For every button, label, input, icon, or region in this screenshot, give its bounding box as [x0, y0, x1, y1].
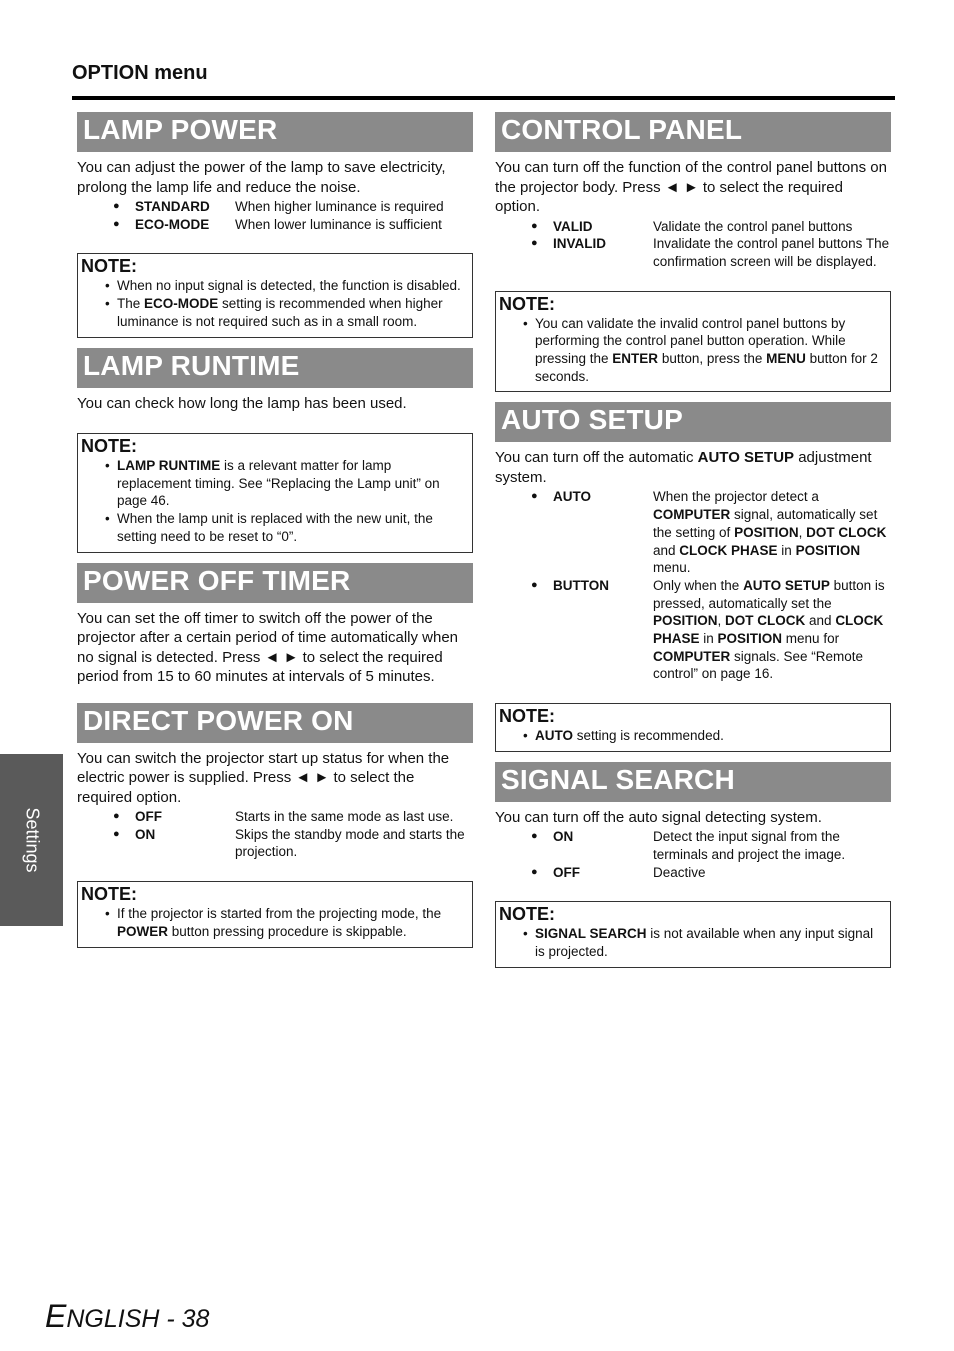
- option-item: [495, 577, 891, 683]
- option-desc: When lower luminance is sufficient: [235, 216, 442, 232]
- option-item: [77, 198, 473, 216]
- note-box: [77, 253, 473, 337]
- note-label: NOTE:: [499, 706, 555, 727]
- option-list: [495, 828, 891, 881]
- option-name: INVALID: [553, 236, 606, 252]
- note-item: • When the lamp unit is replaced with the new unit, the setting need to be reset to “0”.: [81, 510, 466, 545]
- option-name: OFF: [553, 864, 580, 880]
- note-item: • If the projector is started from the projecting mode, the POWER button pressing procedure is skippable.: [81, 905, 466, 940]
- section-title: POWER OFF TIMER: [77, 563, 473, 603]
- bullet-icon: ●: [113, 827, 120, 840]
- option-list: [77, 198, 473, 233]
- note-box: [495, 291, 891, 393]
- side-tab-settings: [0, 754, 63, 926]
- option-item: [495, 218, 891, 236]
- section-body: You can adjust the power of the lamp to save electricity, prolong the lamp life and reduce the noise.: [77, 159, 446, 196]
- bullet-icon: ●: [531, 237, 538, 250]
- bullet-icon: ●: [531, 830, 538, 843]
- note-box: [495, 703, 891, 752]
- option-item: [495, 828, 891, 863]
- option-list: [495, 488, 891, 683]
- section-body: You can switch the projector start up status for when the electric power is supplied. Press ◄ ► to select the required option.: [77, 749, 450, 806]
- note-item: • The ECO-MODE setting is recommended when higher luminance is not required such as in a small room.: [81, 295, 466, 330]
- section-title: LAMP POWER: [77, 112, 473, 152]
- option-list: [77, 808, 473, 861]
- option-desc: Invalidate the control panel buttons The confirmation screen will be displayed.: [653, 236, 890, 269]
- bullet-icon: ●: [113, 200, 120, 212]
- section-body: You can check how long the lamp has been used.: [77, 394, 407, 412]
- note-label: NOTE:: [81, 436, 137, 457]
- left-column: [77, 112, 473, 948]
- option-name: ON: [553, 829, 574, 845]
- section-lamp-power: [77, 112, 473, 338]
- option-desc: Skips the standby mode and starts the projection.: [235, 826, 465, 860]
- option-list: [495, 218, 891, 271]
- option-item: [77, 808, 473, 826]
- section-direct-power-on: [77, 703, 473, 948]
- bullet-icon: ●: [531, 219, 538, 232]
- option-item: [77, 826, 473, 861]
- option-name: BUTTON: [553, 577, 609, 593]
- note-box: [77, 433, 473, 553]
- note-label: NOTE:: [499, 293, 555, 314]
- section-body: You can turn off the automatic AUTO SETUP adjustment system.: [495, 449, 872, 486]
- note-item: • LAMP RUNTIME is a relevant matter for lamp replacement timing. See “Replacing the Lamp unit” on page 46.: [81, 457, 466, 510]
- option-desc: Detect the input signal from the terminals and project the image.: [653, 829, 846, 863]
- option-name: STANDARD: [135, 199, 210, 214]
- option-name: OFF: [135, 809, 162, 825]
- right-column: [495, 112, 891, 968]
- note-item: • SIGNAL SEARCH is not available when any input signal is projected.: [499, 925, 884, 960]
- footer-text: NGLISH - 38: [66, 1305, 210, 1333]
- header-rule: [72, 96, 895, 100]
- note-item: • AUTO setting is recommended.: [499, 727, 884, 745]
- note-box: [77, 881, 473, 947]
- section-body: You can turn off the function of the control panel buttons on the projector body. Press ◄ ► to select the required option.: [495, 159, 887, 215]
- option-desc: Starts in the same mode as last use.: [235, 809, 454, 825]
- option-desc: Deactive: [653, 864, 706, 880]
- section-body: You can turn off the auto signal detecting system.: [495, 808, 822, 826]
- page-footer: [45, 1298, 209, 1335]
- option-item: [77, 216, 473, 234]
- section-title: SIGNAL SEARCH: [495, 762, 891, 802]
- section-body: You can set the off timer to switch off the power of the projector after a certain period of time automatically when no signal is detected. Press ◄ ► to select the required period from 15 to 60 minutes at intervals of 5 minutes.: [77, 609, 459, 686]
- option-item: [495, 235, 891, 270]
- section-title: LAMP RUNTIME: [77, 348, 473, 388]
- option-desc: Only when the AUTO SETUP button is pressed, automatically set the POSITION, DOT CLOCK and CLOCK PHASE in POSITION menu for COMPUTER signals. See “Remote control” on page 16.: [653, 577, 885, 682]
- note-item: • When no input signal is detected, the function is disabled.: [81, 277, 466, 295]
- bullet-icon: ●: [113, 810, 120, 823]
- option-name: VALID: [553, 218, 593, 234]
- option-item: [495, 864, 891, 882]
- bullet-icon: ●: [531, 490, 538, 503]
- option-desc: When the projector detect a COMPUTER signal, automatically set the setting of POSITION, DOT CLOCK and CLOCK PHASE in POSITION menu.: [653, 489, 887, 576]
- page-header-title: OPTION menu: [72, 62, 208, 84]
- bullet-icon: ●: [531, 865, 538, 878]
- bullet-icon: ●: [531, 578, 538, 591]
- side-tab-label: Settings: [22, 807, 42, 873]
- section-power-off-timer: [77, 563, 473, 687]
- footer-initial: E: [45, 1298, 67, 1334]
- section-title: CONTROL PANEL: [495, 112, 891, 152]
- section-signal-search: [495, 762, 891, 968]
- section-title: AUTO SETUP: [495, 402, 891, 442]
- option-item: [495, 488, 891, 577]
- section-lamp-runtime: [77, 348, 473, 553]
- bullet-icon: ●: [113, 217, 120, 230]
- option-name: ON: [135, 826, 156, 842]
- note-label: NOTE:: [499, 904, 555, 925]
- option-desc: Validate the control panel buttons: [653, 218, 853, 234]
- section-auto-setup: [495, 402, 891, 751]
- note-label: NOTE:: [81, 884, 137, 905]
- option-desc: When higher luminance is required: [235, 199, 444, 214]
- option-name: AUTO: [553, 489, 592, 505]
- section-title: DIRECT POWER ON: [77, 703, 473, 743]
- section-control-panel: [495, 112, 891, 392]
- note-item: • You can validate the invalid control panel buttons by performing the control panel button operation. While pressing the ENTER button, press the MENU button for 2 seconds.: [499, 315, 884, 386]
- note-label: NOTE:: [81, 256, 137, 277]
- option-name: ECO-MODE: [135, 216, 210, 232]
- note-box: [495, 901, 891, 967]
